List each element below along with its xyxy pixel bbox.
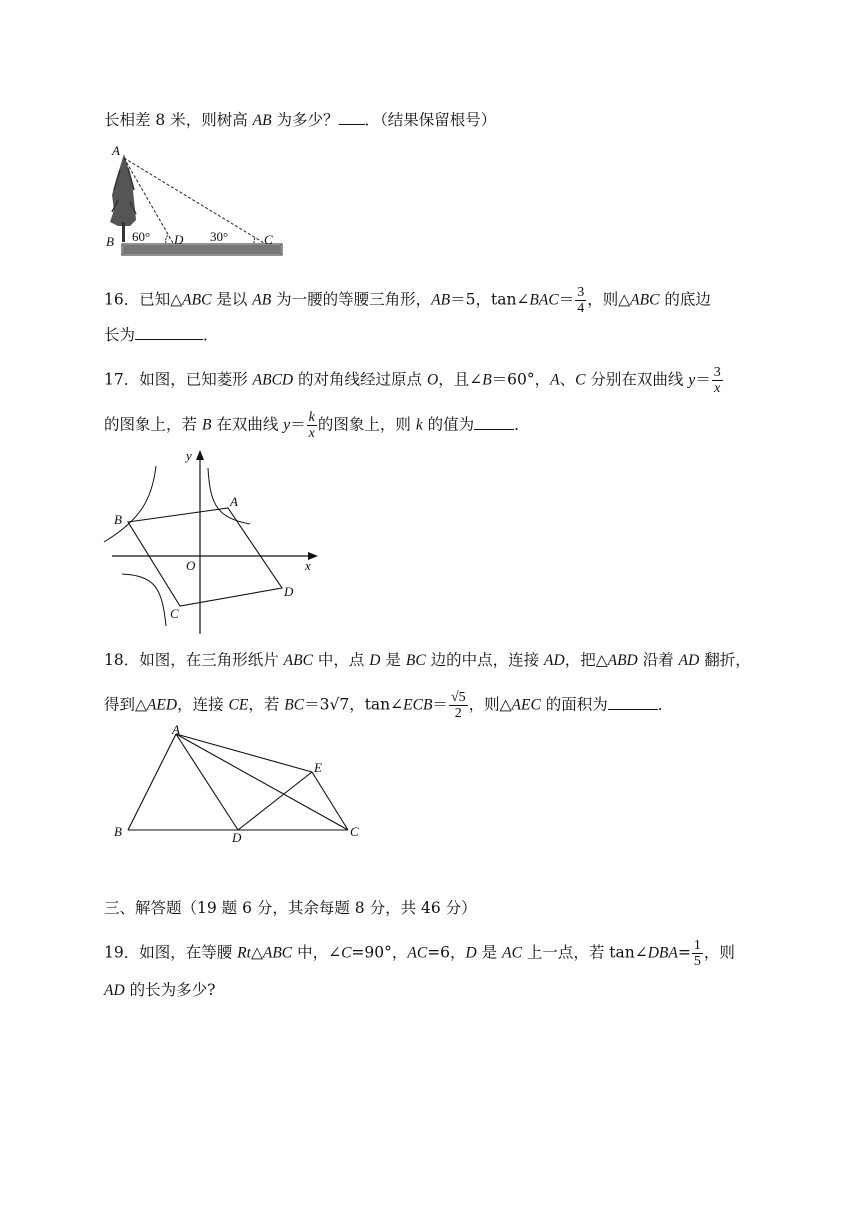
figure-triangle-fold bbox=[110, 724, 370, 846]
fig15-label-c: C bbox=[264, 232, 273, 247]
q18-line2: 得到△AED，连接 CE，若 BC＝3√7，tan∠ECB＝ $\frac{√5}{2}$ ，则△AEC 的面积为 ． bbox=[104, 690, 674, 721]
axis-label-y: y bbox=[186, 448, 192, 463]
answer-blank[interactable] bbox=[339, 110, 365, 125]
q18-line1: 18．如图，在三角形纸片 ABC 中，点 D 是 BC 边的中点，连接 AD，把△ABD 沿着 AD 翻折， bbox=[104, 651, 751, 669]
vertex-label-e: E bbox=[314, 760, 322, 775]
q16-line1: 16．已知△ABC 是以 AB 为一腰的等腰三角形，AB＝5，tan∠BAC＝ $\frac{3}{4}$ ，则△ABC 的底边 bbox=[104, 285, 711, 316]
angle-30-label: 30° bbox=[210, 229, 229, 244]
q19-line1: 19．如图，在等腰 Rt△ABC 中，∠C=90°，AC=6，D 是 AC 上一点，若 tan∠DBA= $\frac{1}{5}$ ，则 bbox=[104, 938, 735, 969]
answer-blank[interactable] bbox=[608, 695, 658, 710]
vertex-label-d: D bbox=[284, 584, 294, 599]
figure-tree bbox=[104, 140, 289, 262]
q17-line1: 17．如图，已知菱形 ABCD 的对角线经过原点 O，且∠B＝60°，A、C 分别在双曲线 y＝ $\frac{3}{x}$ bbox=[104, 365, 721, 396]
vertex-label-c: C bbox=[350, 824, 359, 839]
fraction-3-x: $\frac{3}{x}$ bbox=[713, 365, 721, 396]
section-heading: 三、解答题（19 题 6 分，其余每题 8 分，共 46 分） bbox=[104, 899, 477, 917]
fig15-label-a: A bbox=[112, 143, 120, 158]
fraction-sqrt5-2: $\frac{√5}{2}$ bbox=[450, 690, 466, 721]
fraction-3-4: $\frac{3}{4}$ bbox=[577, 285, 585, 316]
vertex-label-b: B bbox=[114, 512, 122, 527]
q15-line: 长相差 8 米，则树高 AB 为多少？ ．（结果保留根号） bbox=[104, 111, 497, 129]
vertex-label-a: A bbox=[230, 494, 238, 509]
answer-blank[interactable] bbox=[135, 325, 203, 340]
vertex-label-a: A bbox=[172, 724, 180, 737]
vertex-label-b: B bbox=[114, 824, 122, 839]
fig15-label-b: B bbox=[106, 234, 114, 249]
fig15-label-d: D bbox=[174, 232, 184, 247]
vertex-label-c: C bbox=[170, 606, 179, 621]
answer-blank[interactable] bbox=[474, 415, 514, 430]
vertex-label-d: D bbox=[232, 830, 242, 845]
fraction-1-5: $\frac{1}{5}$ bbox=[693, 938, 701, 969]
axis-label-x: x bbox=[305, 558, 311, 573]
angle-60-label: 60° bbox=[132, 229, 151, 244]
q17-line2: 的图象上，若 B 在双曲线 y＝ $\frac{k}{x}$ 的图象上，则 k 的值为 ． bbox=[104, 410, 530, 441]
q19-line2: AD 的长为多少? bbox=[104, 981, 216, 999]
q16-line2: 长为 ． bbox=[104, 326, 219, 344]
fraction-k-x: $\frac{k}{x}$ bbox=[308, 410, 315, 441]
figure-rhombus bbox=[100, 446, 325, 638]
origin-label: O bbox=[186, 558, 196, 573]
